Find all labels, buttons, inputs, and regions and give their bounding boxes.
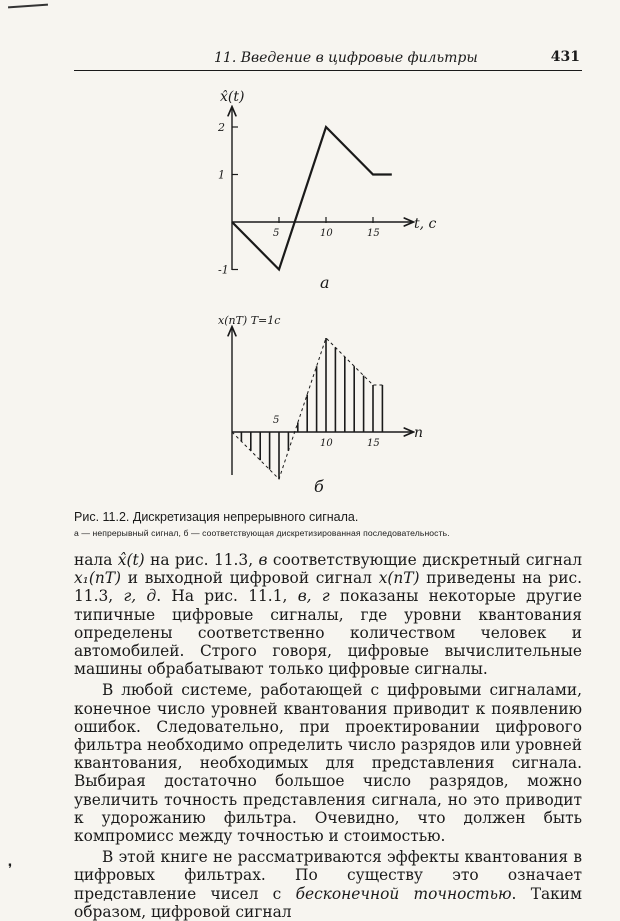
- chart-sampled-sequence: [0, 300, 620, 500]
- x-axis-label: t, с: [414, 216, 437, 232]
- y-tick-label: 2: [218, 121, 225, 134]
- paragraph-3: В этой книге не рассматриваются эффекты квантования в цифровых фильтрах. По существу это означает представление чисел с бесконечной точностью. Таким образом, цифровой сигнал: [74, 848, 582, 921]
- y-axis-label: x̂(t): [220, 89, 245, 105]
- panel-label: б: [314, 477, 324, 496]
- chart-continuous-signal: [0, 0, 620, 300]
- figure-caption: [74, 510, 584, 538]
- paragraph-1: нала x̂(t) на рис. 11.3, в соответствующие дискретный сигнал x₁(nT) и выходной цифровой сигнал x(nT) приведены на рис. 11.3, г, д. На рис. 11.1, в, г показаны некоторые другие типичные цифровые сигналы, где уровни квантования определены соответственно количеством человек и автомобилей. Строго говоря, цифровые вычислительные машины обрабатывают только цифровые сигналы.: [74, 551, 583, 679]
- x-axis-label: n: [414, 425, 424, 441]
- x-tick-label: 5: [273, 415, 280, 426]
- panel-label: а: [320, 273, 330, 292]
- caption-title: Рис. 11.2. Дискретизация непрерывного сигнала.: [74, 510, 359, 524]
- y-axis-label: x(nT) T=1с: [218, 314, 281, 327]
- page-number: 431: [550, 49, 580, 65]
- signal-line: [232, 127, 392, 270]
- x-tick-label: 5: [273, 228, 280, 239]
- x-tick-label: 15: [367, 438, 380, 449]
- x-tick-label: 10: [320, 438, 333, 449]
- y-tick-label: 1: [218, 168, 225, 182]
- margin-mark: ❜: [8, 862, 13, 877]
- caption-subtitle: а — непрерывный сигнал, б — соответствующая дискретизированная последовательность.: [74, 528, 450, 538]
- paragraph-2: В любой системе, работающей с цифровыми сигналами, конечное число уровней квантования приводит к появлению ошибок. Следовательно, при проектировании цифрового фильтра необходимо определить число разрядов или уровней квантования, необходимых для представления сигнала. Выбирая достаточно большое число разрядов, можно увеличить точность представления сигнала, но это приводит к удорожанию фильтра. Очевидно, что должен быть компромисс между точностью и стоимостью.: [74, 681, 582, 846]
- chapter-title: 11. Введение в цифровые фильтры: [214, 50, 478, 66]
- x-tick-label: 15: [367, 228, 380, 239]
- body-text: [74, 551, 582, 921]
- x-tick-label: 10: [320, 228, 333, 239]
- y-tick-label: -1: [218, 263, 229, 277]
